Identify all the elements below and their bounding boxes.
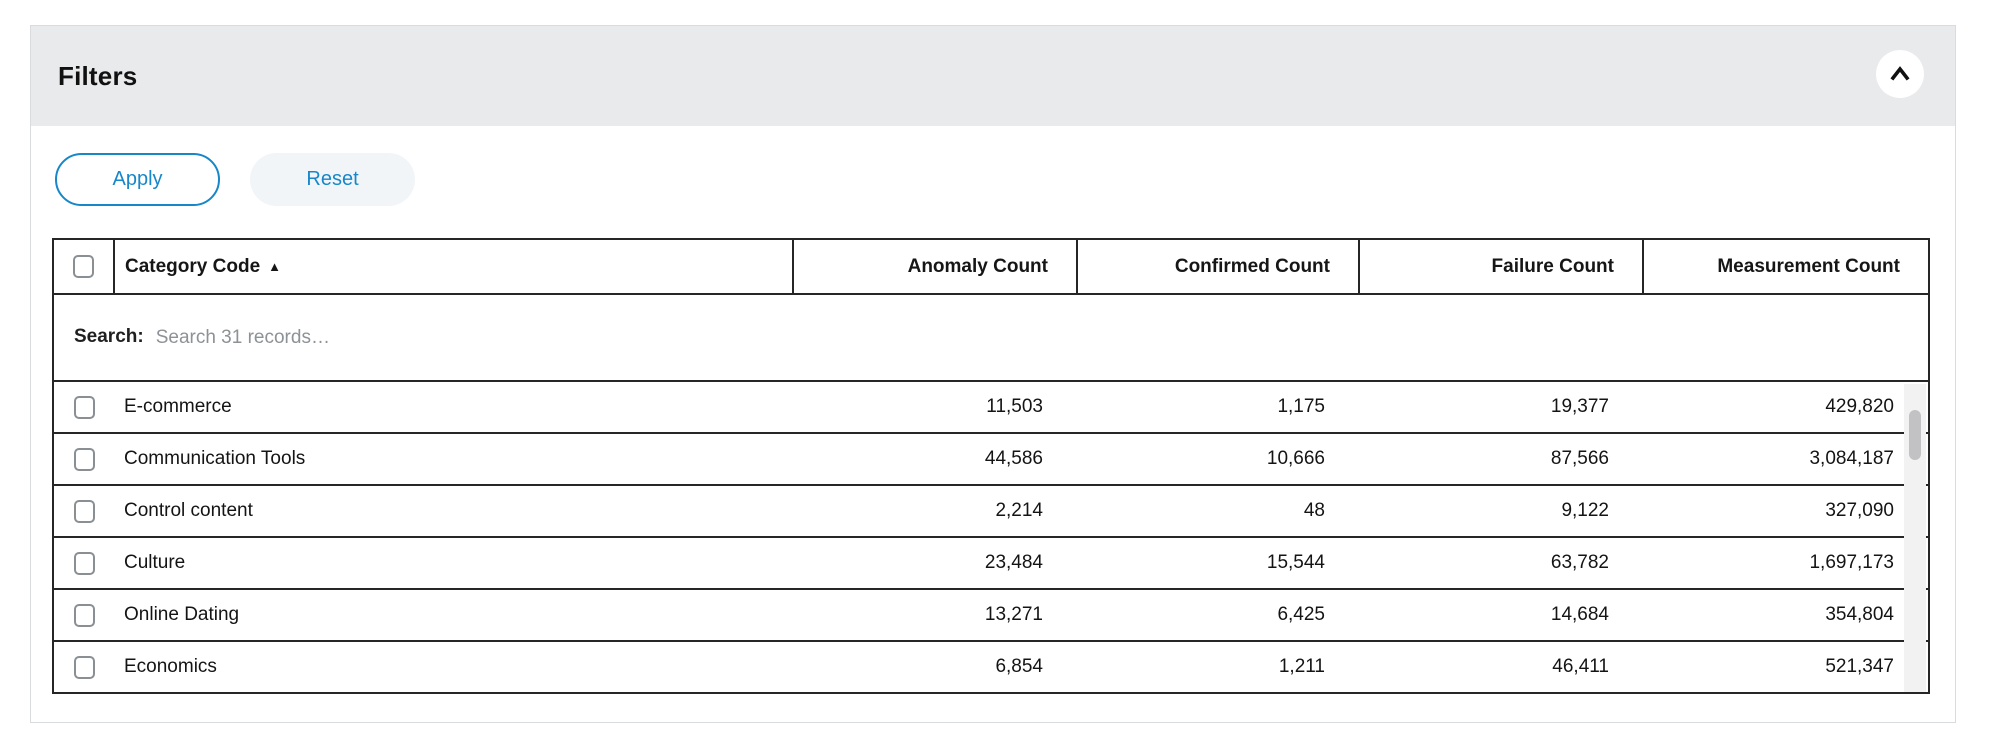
measurement-count-cell: 3,084,187 [1643, 433, 1929, 485]
category-cell: Economics [114, 641, 793, 693]
row-checkbox[interactable] [74, 552, 95, 575]
confirmed-count-cell: 15,544 [1077, 537, 1359, 589]
table-search-row [53, 294, 1929, 381]
table-row [53, 641, 1929, 693]
anomaly-count-cell: 2,214 [793, 485, 1077, 537]
page-title: Filters [58, 60, 138, 91]
sort-ascending-icon: ▲ [268, 258, 282, 274]
measurement-count-cell: 327,090 [1643, 485, 1929, 537]
category-table [52, 238, 1930, 694]
apply-button[interactable]: Apply [55, 153, 220, 206]
filters-panel-header [31, 26, 1955, 126]
search-input[interactable] [156, 327, 1656, 349]
table-row [53, 433, 1929, 485]
failure-count-cell: 19,377 [1359, 381, 1643, 433]
failure-count-cell: 46,411 [1359, 641, 1643, 693]
row-checkbox[interactable] [74, 500, 95, 523]
failure-count-cell: 87,566 [1359, 433, 1643, 485]
table-row [53, 381, 1929, 433]
confirmed-count-cell: 6,425 [1077, 589, 1359, 641]
confirmed-count-cell: 1,211 [1077, 641, 1359, 693]
category-table-wrap [52, 238, 1928, 694]
anomaly-count-cell: 6,854 [793, 641, 1077, 693]
category-cell: Control content [114, 485, 793, 537]
table-scrollbar-thumb[interactable] [1909, 410, 1921, 460]
chevron-up-icon [1886, 60, 1914, 88]
search-label: Search: [74, 326, 144, 348]
measurement-count-cell: 429,820 [1643, 381, 1929, 433]
collapse-panel-button[interactable] [1876, 50, 1924, 98]
column-header-confirmed-count[interactable]: Confirmed Count [1077, 239, 1359, 294]
column-header-anomaly-count[interactable]: Anomaly Count [793, 239, 1077, 294]
anomaly-count-cell: 44,586 [793, 433, 1077, 485]
category-cell: E-commerce [114, 381, 793, 433]
category-cell: Culture [114, 537, 793, 589]
table-row [53, 537, 1929, 589]
measurement-count-cell: 354,804 [1643, 589, 1929, 641]
category-cell: Online Dating [114, 589, 793, 641]
confirmed-count-cell: 48 [1077, 485, 1359, 537]
category-cell: Communication Tools [114, 433, 793, 485]
table-row [53, 589, 1929, 641]
row-checkbox[interactable] [74, 396, 95, 419]
measurement-count-cell: 1,697,173 [1643, 537, 1929, 589]
failure-count-cell: 9,122 [1359, 485, 1643, 537]
failure-count-cell: 63,782 [1359, 537, 1643, 589]
select-all-header [53, 239, 114, 294]
confirmed-count-cell: 10,666 [1077, 433, 1359, 485]
anomaly-count-cell: 11,503 [793, 381, 1077, 433]
row-checkbox[interactable] [74, 656, 95, 679]
measurement-count-cell: 521,347 [1643, 641, 1929, 693]
reset-button[interactable]: Reset [250, 153, 415, 206]
failure-count-cell: 14,684 [1359, 589, 1643, 641]
filters-panel [30, 25, 1956, 723]
filter-actions [55, 153, 415, 206]
table-header-row [53, 239, 1929, 294]
row-checkbox[interactable] [74, 604, 95, 627]
row-checkbox[interactable] [74, 448, 95, 471]
confirmed-count-cell: 1,175 [1077, 381, 1359, 433]
column-header-category-code[interactable]: Category Code ▲ [114, 239, 793, 294]
select-all-checkbox[interactable] [73, 255, 94, 278]
column-header-failure-count[interactable]: Failure Count [1359, 239, 1643, 294]
anomaly-count-cell: 23,484 [793, 537, 1077, 589]
table-scrollbar-track[interactable] [1904, 384, 1926, 692]
column-header-measurement-count[interactable]: Measurement Count [1643, 239, 1929, 294]
table-row [53, 485, 1929, 537]
anomaly-count-cell: 13,271 [793, 589, 1077, 641]
